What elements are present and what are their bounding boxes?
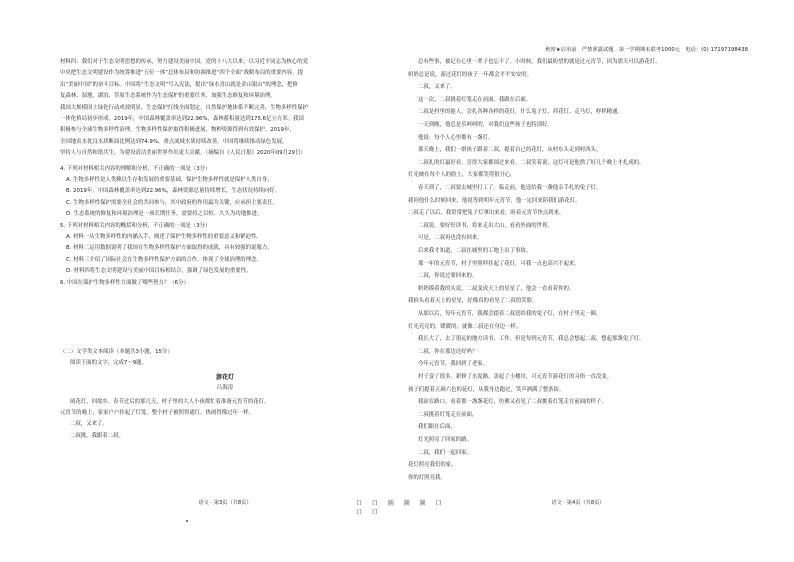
right-line: 这一次，二叔挑着灯笼走在前面，我跟在后面。 xyxy=(418,96,532,103)
left-line: 闹花灯，回故乡。春节过后的那几天，村子里的大人小孩都忙着准备元宵节的花灯。 xyxy=(70,398,270,405)
right-line: 灯光亮亮的，暖暖的，就像二叔还在身边一样。 xyxy=(408,323,522,330)
right-line: 春天到了，二叔要去城里打工了。临走前，他送给我一盏他亲手扎的兔子灯。 xyxy=(418,185,602,191)
center-fold-marks: 口 口 圖 圖 圖 口 口 口 xyxy=(356,500,446,516)
right-line: 我问他什么时候回来，他说等到明年元宵节，他一定回来陪我们游花灯。 xyxy=(408,197,581,204)
left-line: 6. 中国在保护生物多样性方面做了哪些努力？（6分） xyxy=(60,279,189,286)
left-line: 一体化格局初步形成。2019年，中国森林覆盖率达到22.96%，森林蓄积量达到175.6亿立方米。我国 xyxy=(60,116,304,122)
left-line: D. 材料四将生态文明建设与美丽中国目标相结合，强调了绿色发展的重要性。 xyxy=(66,268,252,275)
right-page-header: 绝密★启用前 严禁泄露试题 第一学期期末联考1000元 电话：(0) 17197198438 xyxy=(545,47,748,53)
left-line: 吕海涛 xyxy=(216,385,234,392)
right-line: 他说：每个人心里都有一盏灯。 xyxy=(418,134,494,141)
right-line: 二叔走了以后，我常常把兔子灯拿出来看，盼着元宵节快点到来。 xyxy=(408,210,565,217)
page-dot-mark xyxy=(186,520,188,522)
right-line: 那天晚上，我们一群孩子跟着二叔，提着自己的花灯，从村东头走到村西头。 xyxy=(418,147,602,154)
left-line: 我国大规模国土绿化行动成效明显，生态保护红线全面划定，自然保护地体系不断完善，生物多样性保护 xyxy=(60,104,308,111)
left-line: A. 生物多样性是人类赖以生存和发展的重要基础，保护生物多样性就是保护人类自身。 xyxy=(66,177,273,183)
right-line: 一天到晚，他总是乐呵呵的，对我们这些孩子也特别好。 xyxy=(418,122,553,128)
right-line: 今年元宵节，我回到了老家。 xyxy=(418,361,489,368)
right-line: 可是，二叔再也没有回来。 xyxy=(418,235,483,242)
right-line: 村子变了很多，新修了水泥路，盖起了小楼房，可元宵节游花灯的习俗一直没变。 xyxy=(418,374,613,380)
left-line: C. 生物多样性保护需要全社会的共同参与，其中政府的作用最为关键，应承担主要责任。 xyxy=(66,199,279,206)
left-line: 4. 下列对材料相关内容的理解和分析，不正确的一项是（3分） xyxy=(60,165,211,172)
right-line: 二叔扎的灯最好看，引得大家都围过来看。二叔笑着说，这灯可是他熬了好几个晚上才扎成的。 xyxy=(418,159,645,166)
left-line: 元宵节的晚上，家家户户挂起了灯笼，整个村子被照得通红，热闹得像过年一样。 xyxy=(60,410,255,416)
left-line: 坚持人与自然和谐共生，为建设清洁美丽世界作出更大贡献。（摘编自《人民日报》2020年09月29日） xyxy=(60,150,306,157)
left-line: 中央把生态文明建设作为统筹推进“五位一体”总体布局和协调推进“四个全面”战略布局的重要内容，提 xyxy=(60,70,303,77)
right-line: 我站在路口，看着那一盏盏花灯，仿佛又看见了二叔挑着灯笼走在前面的样子。 xyxy=(418,399,607,406)
right-line: 灯光映在每个人的脸上，大家都笑得很开心。 xyxy=(408,172,516,179)
right-page-footer: 语文 · 第4页（共8页） xyxy=(551,500,605,506)
right-line: 后来我才知道，二叔在城里的工地上出了事故。 xyxy=(418,248,532,254)
right-line: 二叔，又来了。 xyxy=(418,84,456,91)
right-line: 二叔挑着灯笼走在前面， xyxy=(418,411,478,418)
right-line: 你的灯照亮我。 xyxy=(408,474,446,481)
right-line: 二叔说，要好好读书，将来走出大山，看看外面的世界。 xyxy=(418,222,553,229)
left-line: B. 材料二运用数据说明了我国在生物多样性保护方面取得的成就，具有较强的说服力。 xyxy=(66,245,273,252)
right-line: 我抬头看着天上的星星，好像真的看见了二叔的笑脸。 xyxy=(408,298,538,305)
left-line: 阅读下面的文字，完成7～9题。 xyxy=(70,360,147,367)
left-line: B. 2019年，中国森林覆盖率达到22.96%，森林资源总量持续增长，生态状况持续向好。 xyxy=(66,188,280,195)
right-line: 从那以后，每年元宵节，我都会提着二叔送给我的兔子灯，在村子里走一圈。 xyxy=(418,311,602,317)
left-line: 复森林、湿地、湖泊、草原生态系统作为生态保护的重要任务，加强生态修复和环境治理。 xyxy=(60,93,276,100)
left-line: 出“美丽中国”的奋斗目标。中国将“生态文明”写入宪法，提出“绿水青山就是金山银山”的理念，把修 xyxy=(60,81,298,88)
left-line: 二叔，又来了。 xyxy=(70,421,108,428)
right-line: 二叔是村里的能人，会扎各种各样的花灯，什么兔子灯、荷花灯、走马灯，样样精通。 xyxy=(418,109,623,116)
left-line: C. 材料三介绍了国际社会在生物多样性保护方面的合作，体现了全球治理的理念。 xyxy=(66,256,262,263)
right-line: 花灯照亮我们的家， xyxy=(408,462,457,469)
left-line: 积极参与全球生物多样性治理，生物多样性保护取得积极进展，物种资源得到有效保护。2019年， xyxy=(60,127,295,134)
right-line: 二叔，你在那边还好吗？ xyxy=(418,348,478,355)
right-line: 二叔，你说过要回来的。 xyxy=(418,273,478,280)
page-left xyxy=(60,0,390,562)
page-right xyxy=(408,0,748,562)
right-line: 孩子们提着五颜六色的花灯，从我身边跑过，笑声洒满了整条街。 xyxy=(408,386,565,393)
right-line: 二叔，我们一起回家。 xyxy=(418,449,472,456)
left-line: 全国地表水优良水质断面比例达到74.9%，重点流域水质持续改善。中国将继续推动绿色发展， xyxy=(60,138,288,145)
left-line: （二）文学类文本阅读（本题共3小题，15分） xyxy=(60,349,173,355)
left-page-footer: 语文 · 第3页（共8页） xyxy=(198,500,252,506)
left-line: 游花灯 xyxy=(215,373,234,381)
left-line: A. 材料一从生物多样性的内涵入手，阐述了保护生物多样性的重要意义和紧迫性。 xyxy=(66,234,262,240)
right-line: 奶奶摸着我的头说，二叔变成天上的星星了，他会一直看着你的。 xyxy=(418,285,575,292)
left-line: 材料四：我们对于生态文明思想的传承，努力建设美丽中国。党的十八大以来，以习近平同志为核心的党 xyxy=(60,59,308,65)
right-line: 灯光照亮了回家的路。 xyxy=(418,437,472,443)
right-line: 总有些事，被记在心里一辈子也忘不了。小时候，我们最盼望的就是过元宵节，因为那天可以游花灯。 xyxy=(418,59,661,65)
right-line: 奶奶总是说，游过花灯的孩子一年都会平平安安的。 xyxy=(408,71,532,78)
right-line: 我长大了，去了很远的地方读书、工作。但是每到元宵节，我总会想起二叔，想起那盏兔子灯。 xyxy=(418,336,645,343)
left-line: 二叔挑，我跟着二叔。 xyxy=(70,432,124,439)
left-line: 5. 下列对材料相关内容的概括和分析，不正确的一项是（3分） xyxy=(60,222,211,229)
right-line: 我们跟在后面， xyxy=(418,424,456,431)
right-line: 那一年的元宵节，村子里照样挂起了花灯，可我一点也高兴不起来。 xyxy=(418,260,580,267)
left-line: D. 生态系统的修复和环境治理是一项长期任务，需要持之以恒、久久为功地推进。 xyxy=(66,211,263,218)
